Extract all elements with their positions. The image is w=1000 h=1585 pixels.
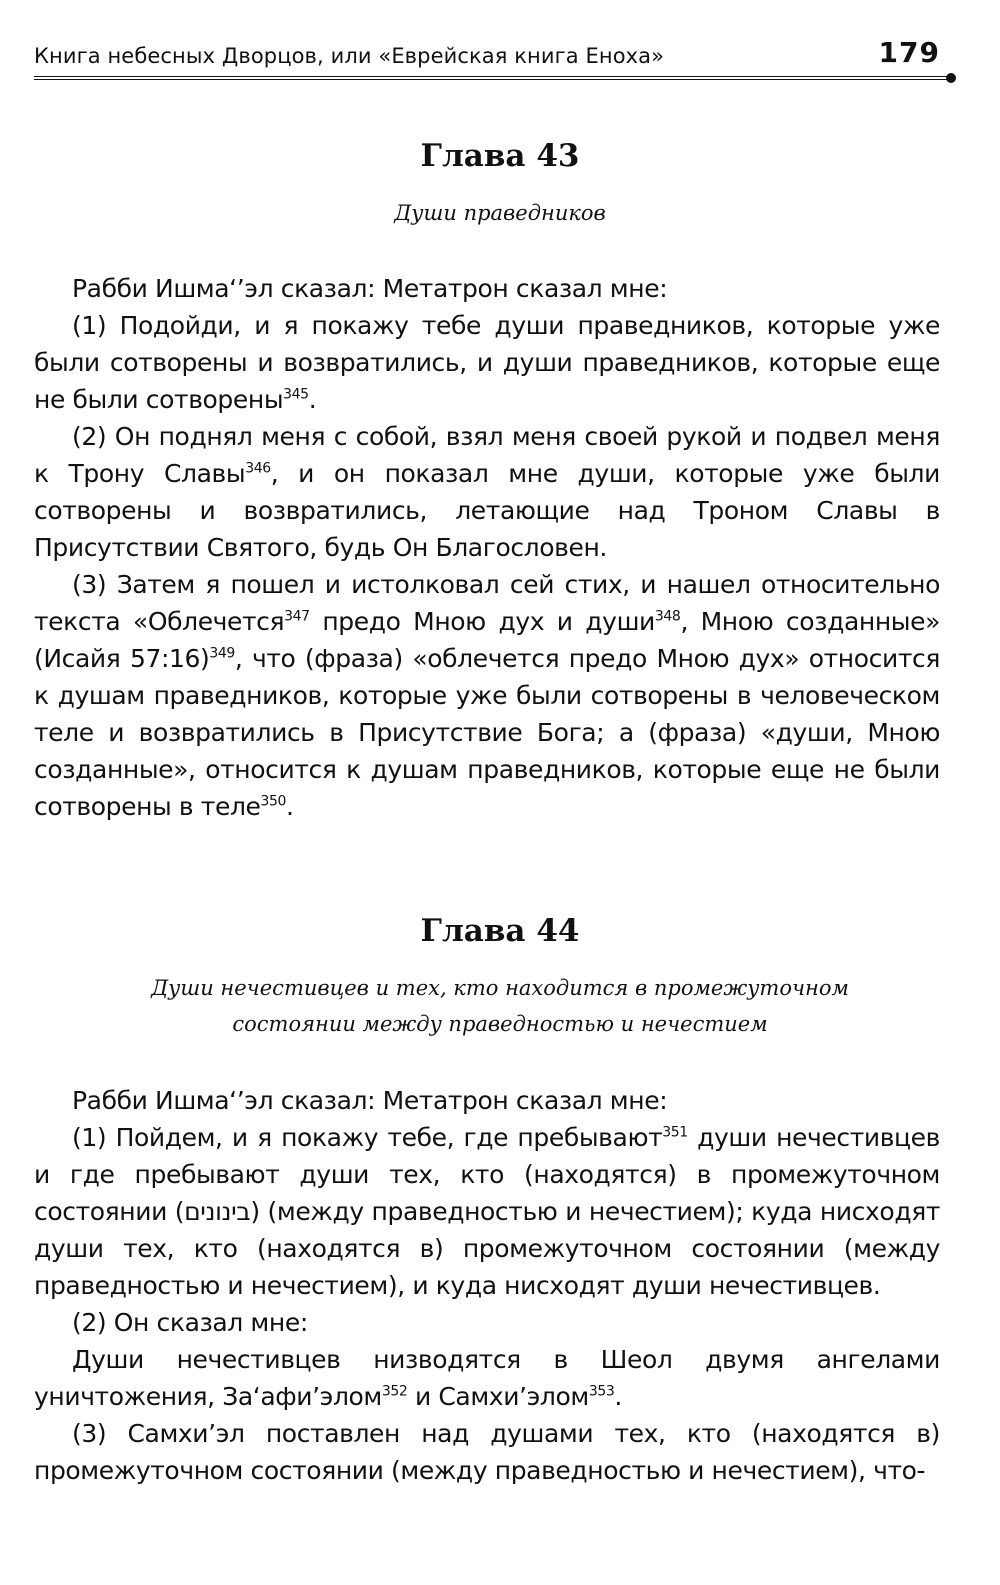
running-head [34, 36, 946, 76]
chapter-43-paragraph-1: (1) Подойди, и я покажу тебе души праведников, которые уже были сотворены и возвратились, и души праведников, которые еще не были сотворены$^{345}$. [34, 311, 940, 414]
chapter-43-subtitle: Души праведников [394, 201, 606, 225]
chapter-43-body [34, 270, 940, 825]
chapter-43-title: Глава 43 [420, 138, 580, 174]
footnote-ref: 351 [662, 1124, 688, 1141]
running-title: Книга небесных Дворцов, или «Еврейская книга Еноха» [34, 44, 665, 68]
footnote-ref: 350 [260, 793, 287, 810]
chapter-44-subtitle-line-1: Души нечестивцев и тех, кто находится в промежуточном [151, 976, 849, 1000]
footnote-ref: 347 [284, 608, 310, 625]
chapter-44-paragraph-3: (3) Самхи’эл поставлен над душами тех, кто (находятся в) промежуточном состоянии (между праведностью и нечестием), что- [34, 1419, 940, 1485]
footnote-ref: 353 [588, 1383, 615, 1400]
chapter-44-paragraph-1: (1) Пойдем, и я покажу тебе, где пребывают$^{351}$ души нечестивцев и где пребывают души тех, кто (находятся) в промежуточном состоянии (בינונים) (между праведностью и нечестием); куда нисходят души тех, кто (находятся в) промежуточном состоянии (между праведностью и нечестием), и куда нисходят души нечестивцев. [34, 1123, 941, 1300]
chapter-44-paragraph-2: (2) Он сказал мне: [72, 1308, 308, 1337]
chapter-43-intro: Рабби Ишма‘’эл сказал: Метатрон сказал мне: [72, 274, 668, 303]
chapter-44-paragraph-2-body: Души нечестивцев низводятся в Шеол двумя ангелами уничтожения, За‘афи’элом$^{352}$ и Самхи’элом$^{353}$. [34, 1345, 940, 1411]
chapter-44-intro: Рабби Ишма‘’эл сказал: Метатрон сказал мне: [72, 1086, 668, 1115]
footnote-ref: 348 [654, 608, 681, 625]
chapter-44-title: Глава 44 [420, 913, 580, 949]
chapter-43-paragraph-2: (2) Он поднял меня с собой, взял меня своей рукой и подвел меня к Трону Славы$^{346}$, и он показал мне души, которые уже были сотворены и возвратились, летающие над Троном Славы в Присутствии Святого, будь Он Благословен. [34, 422, 940, 562]
chapter-44-body [34, 1082, 940, 1489]
page-number: 179 [878, 36, 940, 69]
header-rule [34, 76, 952, 80]
chapter-44-subtitle-line-2: состоянии между праведностью и нечестием [232, 1012, 768, 1036]
header-rule-dot [946, 73, 956, 83]
footnote-ref: 349 [209, 645, 235, 662]
footnote-ref: 346 [245, 460, 271, 477]
footnote-ref: 352 [381, 1383, 408, 1400]
footnote-ref: 345 [283, 386, 309, 403]
chapter-43-paragraph-3: (3) Затем я пошел и истолковал сей стих, и нашел относительно текста «Облечется$^{347}$ предо Мною дух и души$^{348}$, Мною созданные» (Исайя 57:16)$^{349}$, что (фраза) «облечется предо Мною дух» относится к душам праведников, которые уже были сотворены в человеческом теле и возвратились в Присутствие Бога; а (фраза) «души, Мною созданные», относится к душам праведников, которые еще не были сотворены в теле$^{350}$. [34, 570, 940, 821]
chapter-44-subtitle [60, 970, 940, 1042]
